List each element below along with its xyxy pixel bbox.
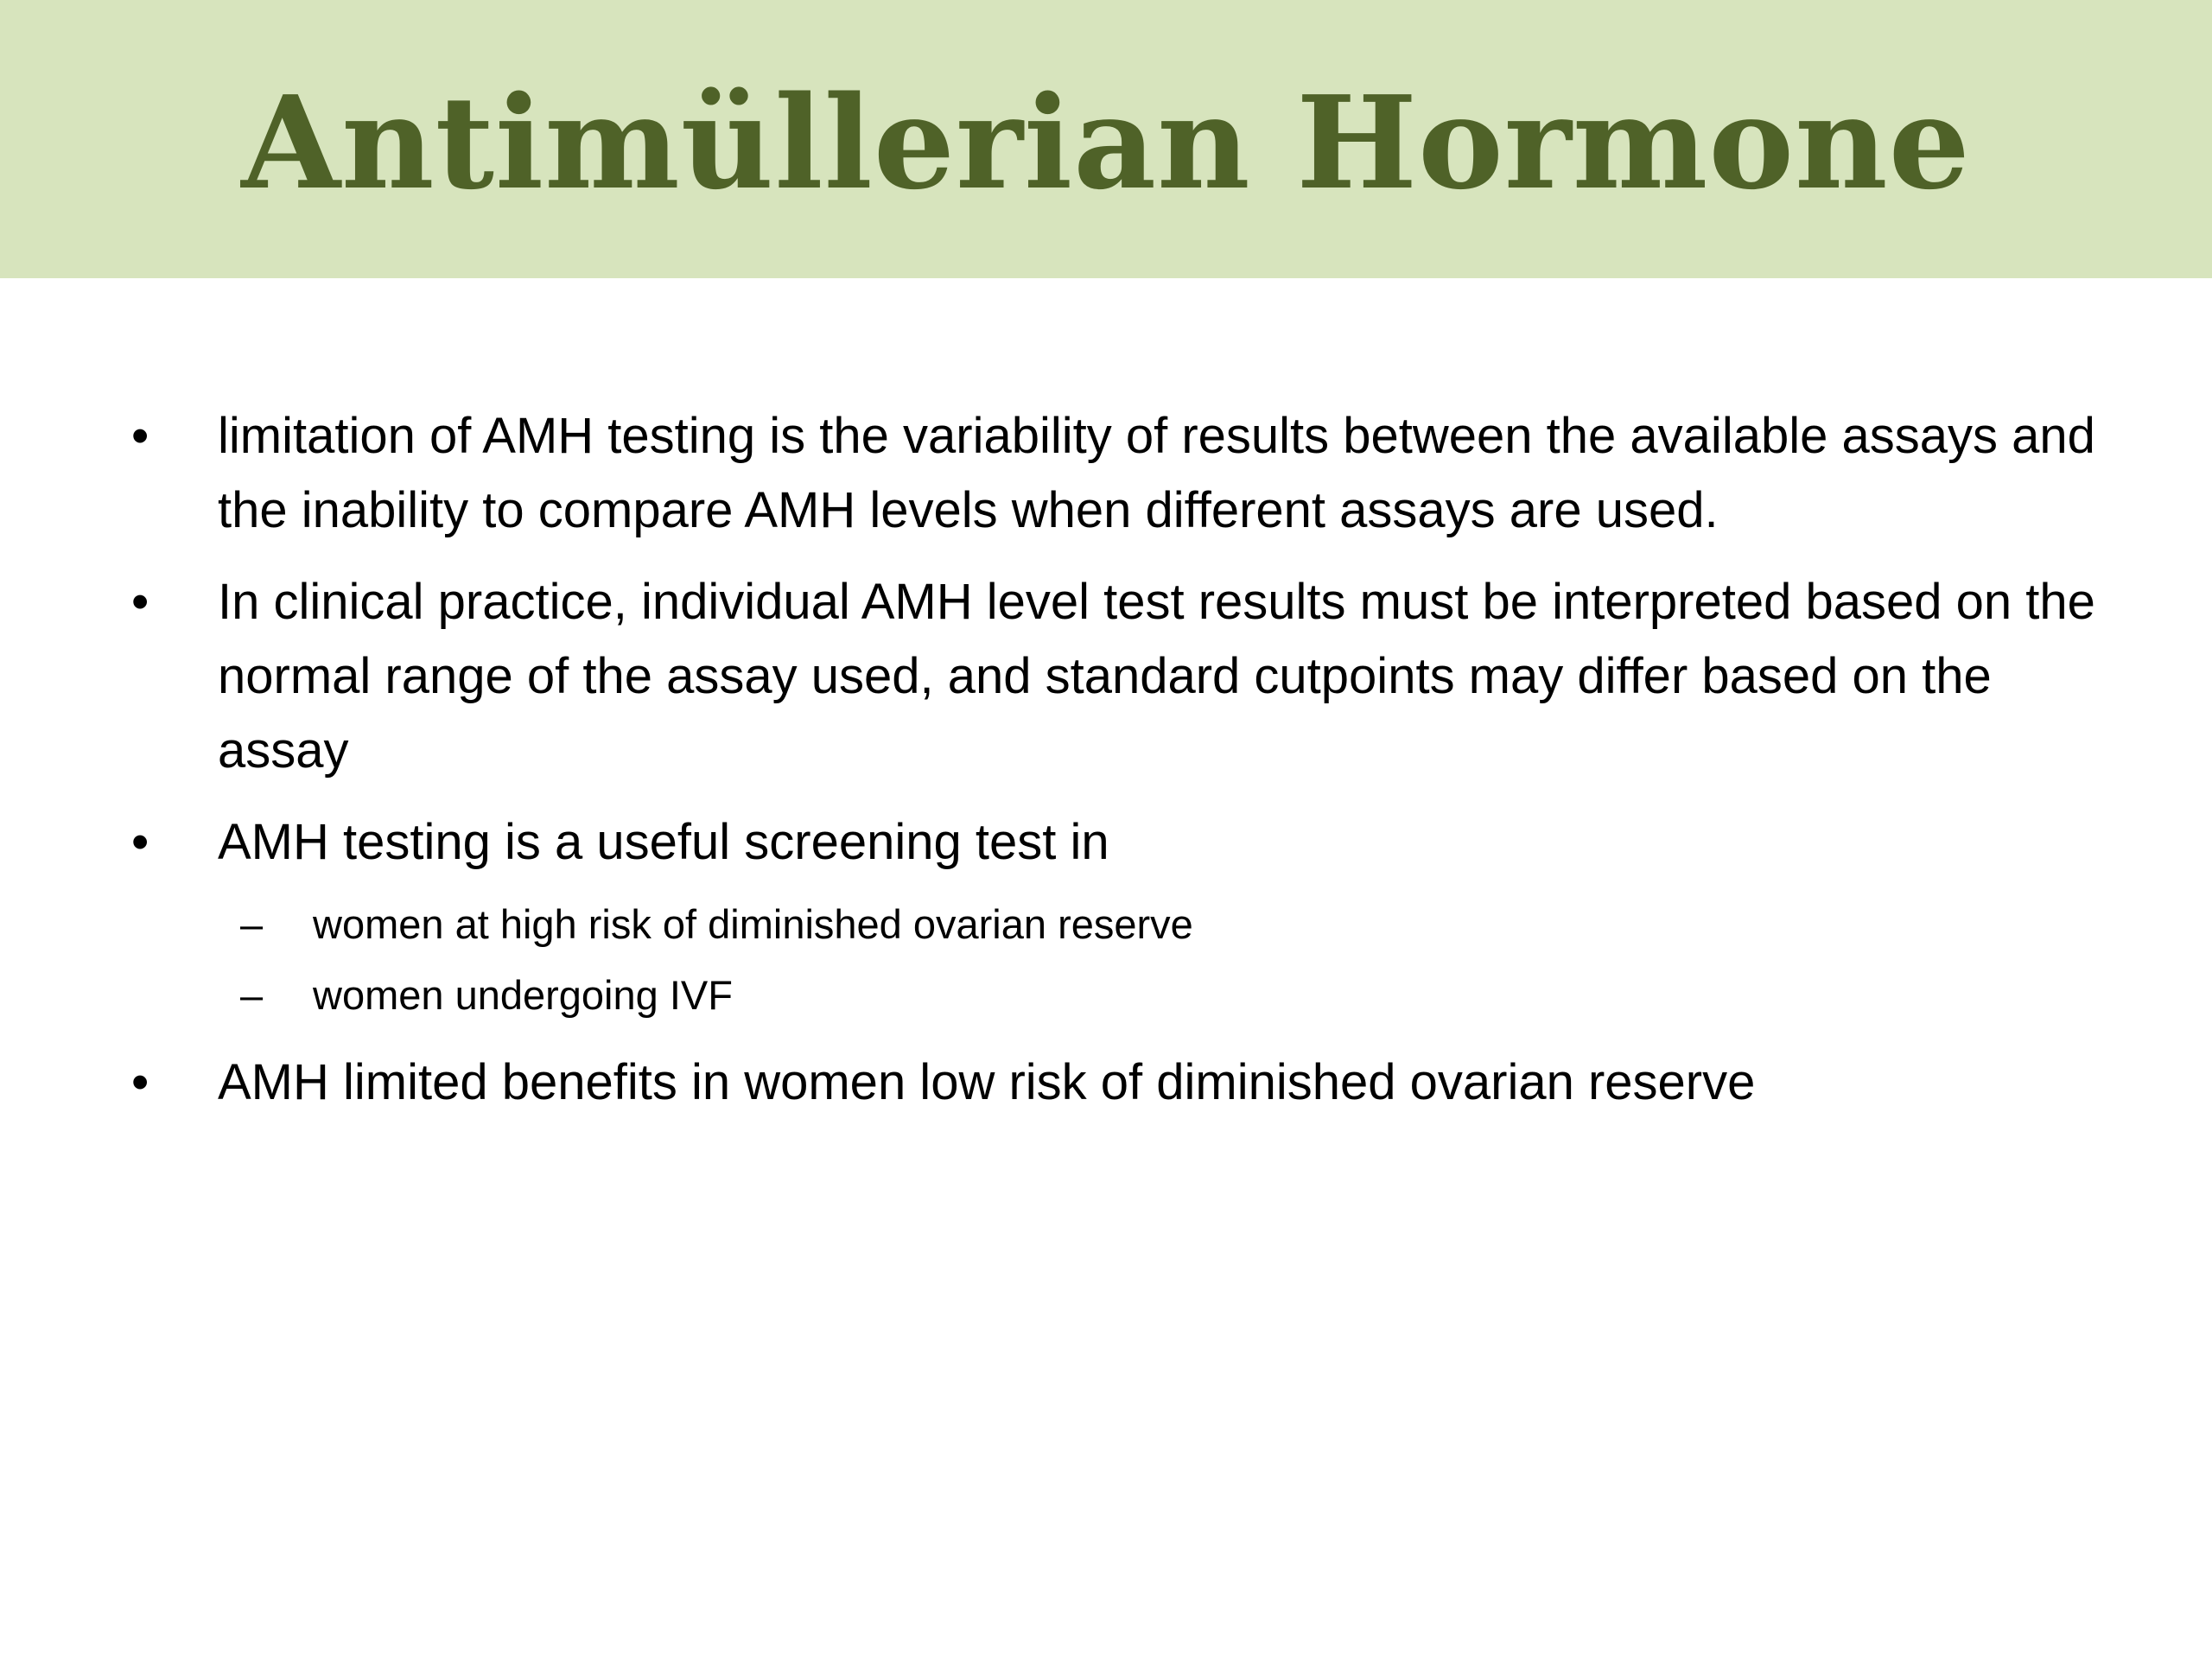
bullet-item xyxy=(131,399,2110,548)
bullet-list xyxy=(131,399,2110,1137)
bullet-marker: • xyxy=(131,408,149,464)
sub-bullet-marker: – xyxy=(240,901,264,947)
sub-bullet-list xyxy=(131,893,2110,1027)
bullet-item xyxy=(131,565,2110,788)
bullet-text: In clinical practice, individual AMH level test results must be interpreted based on the normal range of the assay used, and standard cutpoints may differ based on the assay xyxy=(218,574,2095,779)
slide-title: Antimüllerian Hormone xyxy=(241,67,1971,218)
sub-bullet-text: women undergoing IVF xyxy=(313,972,733,1018)
bullet-item xyxy=(131,1046,2110,1120)
bullet-item xyxy=(131,805,2110,880)
bullet-marker: • xyxy=(131,1054,149,1110)
sub-bullet-item xyxy=(131,893,2110,956)
bullet-text: AMH limited benefits in women low risk of diminished ovarian reserve xyxy=(218,1054,1756,1110)
sub-bullet-item xyxy=(131,964,2110,1027)
sub-bullet-marker: – xyxy=(240,972,264,1018)
bullet-marker: • xyxy=(131,574,149,630)
bullet-text: limitation of AMH testing is the variability of results between the available assays and the inability to compare AMH levels when different assays are used. xyxy=(218,408,2095,538)
bullet-marker: • xyxy=(131,814,149,870)
bullet-text: AMH testing is a useful screening test in xyxy=(218,814,1109,870)
sub-bullet-text: women at high risk of diminished ovarian reserve xyxy=(313,901,1193,947)
